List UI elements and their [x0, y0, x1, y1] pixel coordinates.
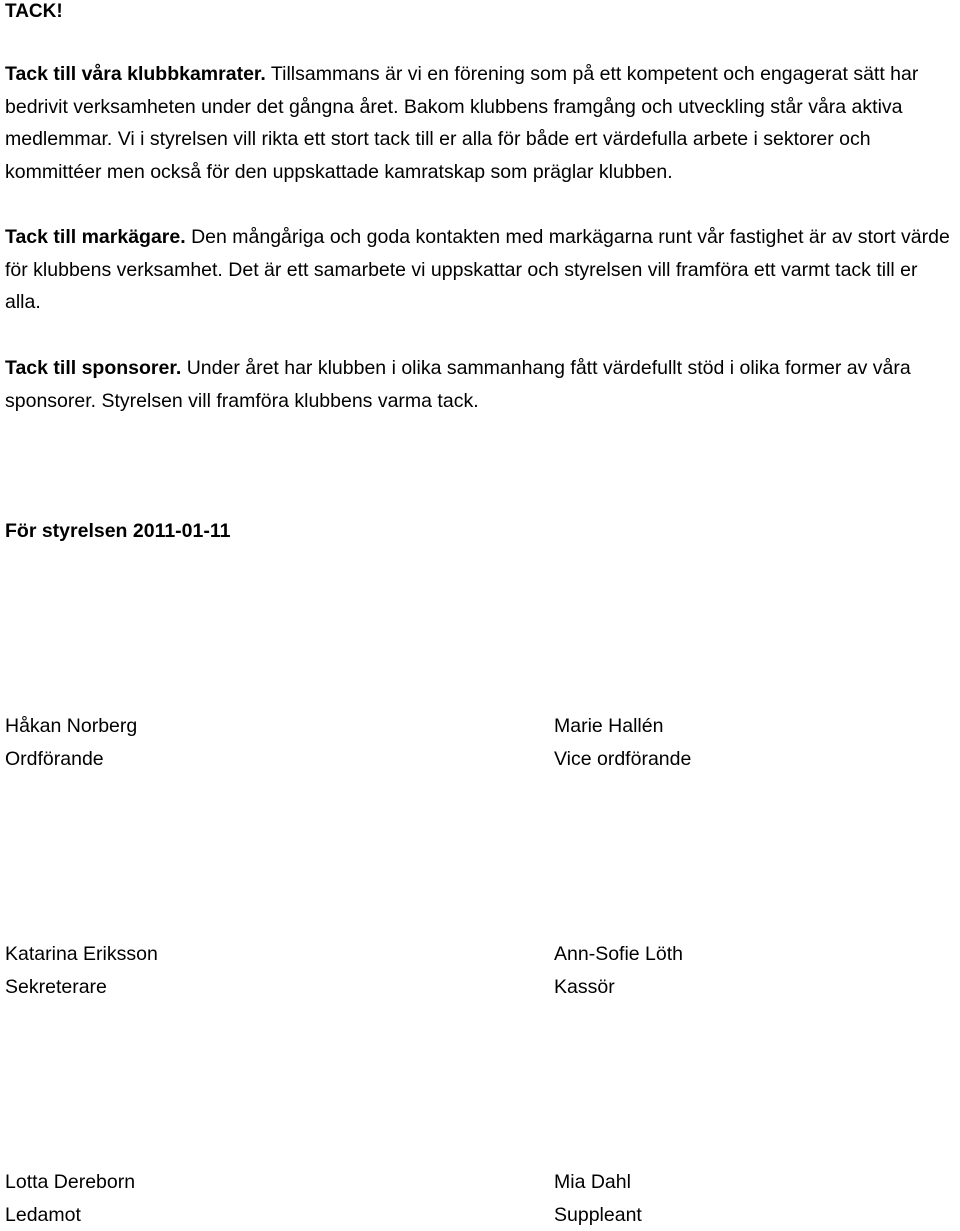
- paragraph-club-members: [5, 58, 953, 188]
- signature-role: Sekreterare: [5, 971, 158, 1004]
- signature-role: Suppleant: [554, 1199, 642, 1231]
- signature-name: Mia Dahl: [554, 1166, 642, 1199]
- signature-name: Lotta Dereborn: [5, 1166, 135, 1199]
- signature-block: [554, 1166, 642, 1231]
- document-title: TACK!: [5, 0, 63, 26]
- paragraph-sponsors: [5, 352, 953, 417]
- signature-block: [554, 710, 691, 775]
- signature-name: Håkan Norberg: [5, 710, 137, 743]
- signature-block: [5, 1166, 135, 1231]
- paragraph-text: Under året har klubben i olika sammanhang fått värdefullt stöd i olika former av våra sponsorer. Styrelsen vill framföra klubbens varma tack.: [5, 357, 911, 412]
- paragraph-text: Den mångåriga och goda kontakten med markägarna runt vår fastighet är av stort värde för klubbens verksamhet. Det är ett samarbete vi uppskattar och styrelsen vill framföra ett varmt tack till er alla.: [5, 226, 950, 313]
- paragraph-lead: Tack till våra klubbkamrater.: [5, 63, 266, 85]
- signature-name: Marie Hallén: [554, 710, 691, 743]
- paragraph-landowners: [5, 221, 953, 319]
- signature-role: Ordförande: [5, 743, 137, 776]
- signature-name: Ann-Sofie Löth: [554, 938, 683, 971]
- paragraph-lead: Tack till sponsorer.: [5, 357, 181, 379]
- signature-role: Kassör: [554, 971, 683, 1004]
- board-heading: För styrelsen 2011-01-11: [5, 515, 230, 547]
- paragraph-text: Tillsammans är vi en förening som på ett kompetent och engagerat sätt har bedrivit verksamheten under det gångna året. Bakom klubbens framgång och utveckling står våra aktiva medlemmar. Vi i styrelsen vill rikta ett stort tack till er alla för både ert värdefulla arbete i sektorer och kommittéer men också för den uppskattade kamratskap som präglar klubben.: [5, 63, 918, 183]
- signature-role: Vice ordförande: [554, 743, 691, 776]
- signature-role: Ledamot: [5, 1199, 135, 1231]
- paragraph-lead: Tack till markägare.: [5, 226, 186, 248]
- signature-block: [5, 938, 158, 1003]
- signature-block: [5, 710, 137, 775]
- signature-name: Katarina Eriksson: [5, 938, 158, 971]
- signature-block: [554, 938, 683, 1003]
